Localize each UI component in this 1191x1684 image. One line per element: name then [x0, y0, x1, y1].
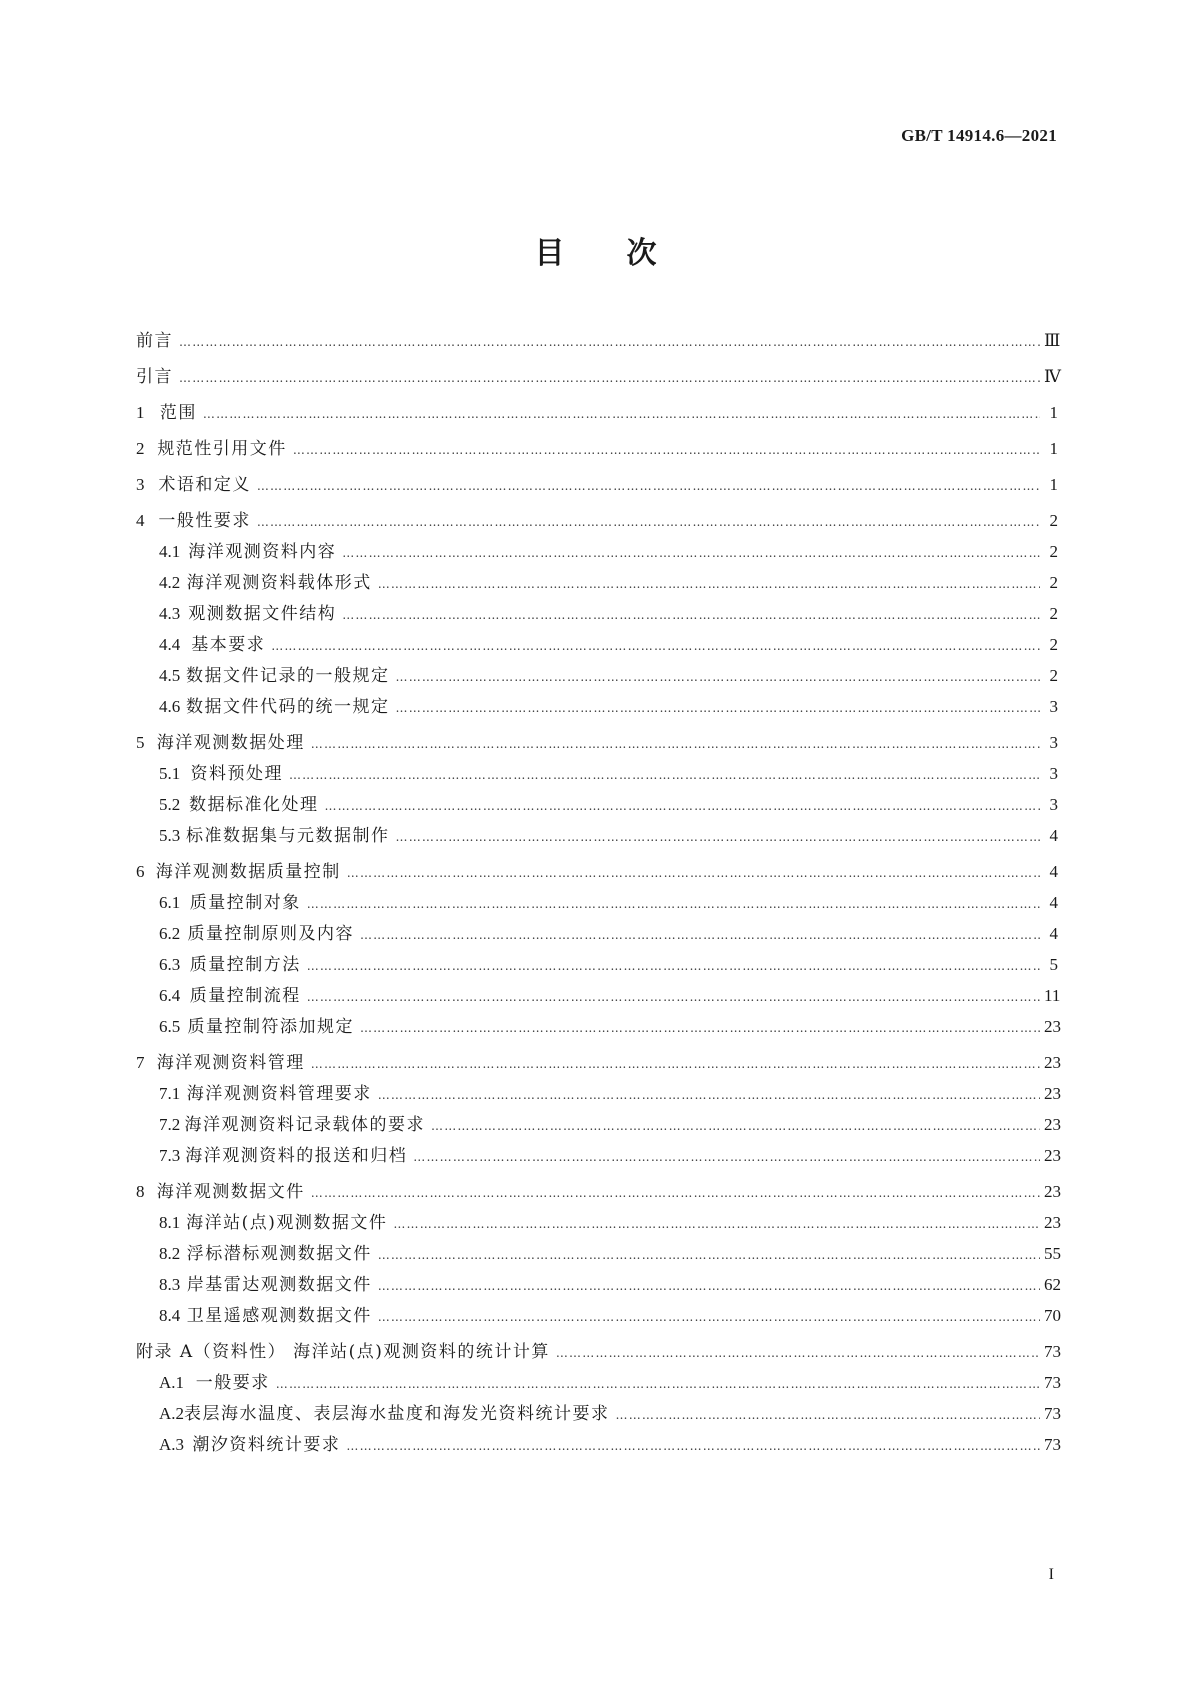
toc-entry-label: 浮标潜标观测数据文件 [186, 1244, 372, 1264]
toc-entry[interactable] [136, 666, 1058, 687]
toc-leader-dots [271, 636, 1040, 656]
toc-entry[interactable] [136, 542, 1058, 563]
toc-leader-dots [179, 332, 1040, 352]
toc-entry[interactable] [136, 439, 1058, 460]
toc-entry-number: 4 [136, 511, 145, 530]
standard-code: GB/T 14914.6—2021 [901, 126, 1057, 145]
toc-entry-label: 海洋观测资料内容 [188, 542, 337, 562]
toc-entry-label: 标准数据集与元数据制作 [186, 826, 390, 846]
toc-entry-page: 73 [1044, 1342, 1061, 1361]
toc-entry-page: 23 [1044, 1084, 1061, 1103]
toc-entry-page: 73 [1044, 1373, 1061, 1392]
toc-entry-number: 6.1 [159, 893, 181, 912]
toc-entry-number: 2 [136, 439, 145, 458]
toc-entry-page: 4 [1049, 924, 1058, 943]
toc-entry-page: 5 [1049, 955, 1058, 974]
toc-entry[interactable] [136, 1435, 1061, 1456]
toc-entry-label: 一般要求 [195, 1373, 270, 1393]
toc-entry-label: 数据文件记录的一般规定 [186, 666, 390, 686]
toc-entry-page: 1 [1049, 439, 1058, 458]
toc-entry[interactable] [136, 795, 1058, 816]
toc-entry-label: 表层海水温度、表层海水盐度和海发光资料统计要求 [184, 1404, 610, 1424]
toc-entry[interactable] [136, 331, 1061, 352]
toc-entry-page: 2 [1049, 604, 1058, 623]
toc-entry-page: 23 [1044, 1182, 1061, 1201]
toc-entry-label: 数据文件代码的统一规定 [186, 697, 390, 717]
toc-leader-dots [179, 368, 1040, 388]
toc-entry-number: 3 [136, 475, 145, 494]
toc-entry-label: 数据标准化处理 [188, 795, 319, 815]
toc-leader-dots [307, 956, 1040, 976]
toc-leader-dots [324, 796, 1040, 816]
toc-leader-dots [396, 698, 1041, 718]
toc-entry[interactable] [136, 1275, 1061, 1296]
toc-entry-number: 5.2 [159, 795, 181, 814]
toc-entry[interactable] [136, 1244, 1061, 1265]
toc-entry-number: 6.2 [159, 924, 181, 943]
toc-leader-dots [342, 605, 1040, 625]
toc-entry-label: 质量控制流程 [189, 986, 301, 1006]
toc-entry[interactable] [136, 764, 1058, 785]
toc-entry-number: 7.1 [159, 1084, 181, 1103]
toc-entry[interactable] [136, 826, 1058, 847]
toc-entry-number: 6.5 [159, 1017, 181, 1036]
toc-entry[interactable] [136, 893, 1058, 914]
toc-entry-page: 55 [1044, 1244, 1061, 1263]
toc-entry-number: 4.5 [159, 666, 181, 685]
toc-leader-dots [396, 827, 1041, 847]
toc-entry-label: 术语和定义 [158, 475, 251, 495]
toc-entry[interactable] [136, 1017, 1061, 1038]
toc-leader-dots [360, 925, 1040, 945]
toc-entry-number: 7.2 [159, 1115, 181, 1134]
toc-entry-page: 2 [1049, 542, 1058, 561]
toc-entry[interactable] [136, 733, 1058, 754]
toc-leader-dots [276, 1374, 1040, 1394]
toc-entry-label: 观测数据文件结构 [188, 604, 337, 624]
page-title: 目次 [534, 236, 719, 271]
toc-entry-label: 资料预处理 [190, 764, 283, 784]
toc-leader-dots [378, 1307, 1040, 1327]
toc-entry-page: 23 [1044, 1213, 1061, 1232]
toc-entry-label: 引言 [136, 367, 173, 387]
toc-entry[interactable] [136, 1342, 1061, 1363]
toc-entry-page: 4 [1049, 862, 1058, 881]
toc-entry[interactable] [136, 955, 1058, 976]
toc-leader-dots [289, 765, 1040, 785]
toc-leader-dots [378, 574, 1040, 594]
toc-entry[interactable] [136, 697, 1058, 718]
toc-entry[interactable] [136, 403, 1058, 424]
toc-entry-page: 3 [1049, 795, 1058, 814]
toc-leader-dots [431, 1116, 1040, 1136]
page-number: I [1048, 1566, 1054, 1583]
toc-entry-page: 2 [1049, 666, 1058, 685]
toc-entry-page: 2 [1049, 511, 1058, 530]
toc-entry[interactable] [136, 475, 1058, 496]
toc-entry[interactable] [136, 367, 1061, 388]
toc-leader-dots [311, 1183, 1040, 1203]
toc-entry[interactable] [136, 862, 1058, 883]
toc-entry[interactable] [136, 573, 1058, 594]
toc-entry-page: 73 [1044, 1435, 1061, 1454]
toc-entry[interactable] [136, 1373, 1061, 1394]
toc-entry-label: 海洋观测资料的报送和归档 [185, 1146, 408, 1166]
toc-entry-number: 7 [136, 1053, 145, 1072]
toc-entry-page: 2 [1049, 635, 1058, 654]
toc-entry-number: 8 [136, 1182, 145, 1201]
toc-leader-dots [342, 543, 1040, 563]
toc-entry[interactable] [136, 1404, 1061, 1425]
toc-entry-number: 8.3 [159, 1275, 181, 1294]
toc-entry-number: 7.3 [159, 1146, 181, 1165]
toc-entry-page: 11 [1044, 986, 1061, 1005]
toc-entry-page: Ⅲ [1044, 331, 1061, 350]
toc-leader-dots [311, 1054, 1040, 1074]
toc-leader-dots [378, 1085, 1040, 1105]
toc-entry-number: 6.3 [159, 955, 181, 974]
toc-entry-page: 4 [1049, 826, 1058, 845]
toc-entry-number: 1 [136, 403, 145, 422]
toc-leader-dots [378, 1245, 1040, 1265]
toc-entry-number: 4.6 [159, 697, 181, 716]
table-of-contents [136, 331, 1061, 1456]
toc-leader-dots [396, 667, 1041, 687]
toc-entry-number: 4.4 [159, 635, 181, 654]
toc-entry-page: Ⅳ [1044, 367, 1061, 386]
toc-entry-page: 1 [1049, 475, 1058, 494]
toc-leader-dots [360, 1018, 1040, 1038]
toc-entry-label: 规范性引用文件 [157, 439, 287, 459]
toc-entry[interactable] [136, 924, 1058, 945]
toc-entry-label: 质量控制原则及内容 [187, 924, 354, 944]
toc-leader-dots [413, 1147, 1040, 1167]
toc-entry-label: 质量控制符添加规定 [187, 1017, 354, 1037]
toc-leader-dots [293, 440, 1040, 460]
toc-leader-dots [307, 894, 1040, 914]
toc-entry-number: 4.1 [159, 542, 181, 561]
toc-entry-label: 质量控制方法 [189, 955, 301, 975]
toc-entry-number: A.1 [159, 1373, 185, 1392]
toc-entry-page: 2 [1049, 573, 1058, 592]
toc-entry-number: 5 [136, 733, 145, 752]
toc-entry-number: 8.1 [159, 1213, 181, 1232]
toc-entry[interactable] [136, 604, 1058, 625]
toc-entry[interactable] [136, 511, 1058, 532]
toc-entry-label: 卫星遥感观测数据文件 [186, 1306, 372, 1326]
toc-leader-dots [616, 1405, 1040, 1425]
toc-entry[interactable] [136, 1084, 1061, 1105]
toc-entry[interactable] [136, 1306, 1061, 1327]
toc-entry-number: 8.2 [159, 1244, 181, 1263]
toc-entry-page: 1 [1049, 403, 1058, 422]
toc-leader-dots [307, 987, 1040, 1007]
toc-entry-page: 23 [1044, 1017, 1061, 1036]
toc-entry-number: A.2 [159, 1404, 185, 1423]
toc-entry-label: 岸基雷达观测数据文件 [186, 1275, 372, 1295]
toc-entry-number: 4.2 [159, 573, 181, 592]
toc-entry-number: 5.1 [159, 764, 181, 783]
toc-entry-label: 海洋观测资料载体形式 [186, 573, 372, 593]
toc-leader-dots [378, 1276, 1040, 1296]
toc-entry-number: 4.3 [159, 604, 181, 623]
toc-leader-dots [257, 476, 1040, 496]
toc-entry-number: 6.4 [159, 986, 181, 1005]
toc-entry-page: 23 [1044, 1053, 1061, 1072]
toc-entry-label: 海洋观测资料管理 [156, 1053, 305, 1073]
toc-leader-dots [257, 512, 1040, 532]
toc-entry[interactable] [136, 1182, 1061, 1203]
toc-entry-label: 范围 [159, 403, 197, 423]
toc-entry-label: 海洋站(点)观测数据文件 [186, 1213, 388, 1233]
toc-entry-label: 前言 [136, 331, 173, 351]
toc-entry-page: 23 [1044, 1115, 1061, 1134]
toc-entry-page: 3 [1049, 733, 1058, 752]
toc-entry[interactable] [136, 1053, 1061, 1074]
toc-entry-label: 海洋观测数据处理 [156, 733, 305, 753]
toc-leader-dots [347, 863, 1040, 883]
toc-entry-label: 潮汐资料统计要求 [192, 1435, 341, 1455]
toc-entry[interactable] [136, 1213, 1061, 1234]
toc-entry-page: 70 [1044, 1306, 1061, 1325]
toc-entry-number: A.3 [159, 1435, 185, 1454]
toc-leader-dots [346, 1436, 1040, 1456]
toc-entry-number: 6 [136, 862, 145, 881]
toc-leader-dots [203, 404, 1040, 424]
toc-entry-label: 海洋观测数据质量控制 [155, 862, 341, 882]
toc-entry[interactable] [136, 1146, 1061, 1167]
toc-entry-label: 质量控制对象 [189, 893, 301, 913]
toc-entry-label: 一般性要求 [158, 511, 251, 531]
toc-entry-label: 海洋观测数据文件 [156, 1182, 305, 1202]
toc-entry-number: 5.3 [159, 826, 181, 845]
toc-entry-page: 73 [1044, 1404, 1061, 1423]
toc-entry-page: 4 [1049, 893, 1058, 912]
toc-entry-label: 海洋观测资料记录载体的要求 [184, 1115, 426, 1135]
toc-entry-label: 附录 A（资料性） 海洋站(点)观测资料的统计计算 [136, 1342, 550, 1362]
toc-entry-page: 3 [1049, 764, 1058, 783]
toc-entry-label: 基本要求 [191, 635, 266, 655]
toc-entry-page: 23 [1044, 1146, 1061, 1165]
toc-leader-dots [311, 734, 1040, 754]
toc-leader-dots [556, 1343, 1040, 1363]
toc-entry[interactable] [136, 1115, 1061, 1136]
toc-entry-number: 8.4 [159, 1306, 181, 1325]
toc-entry-page: 3 [1049, 697, 1058, 716]
toc-entry-label: 海洋观测资料管理要求 [186, 1084, 372, 1104]
toc-leader-dots [393, 1214, 1040, 1234]
toc-entry[interactable] [136, 986, 1061, 1007]
toc-entry-page: 62 [1044, 1275, 1061, 1294]
toc-entry[interactable] [136, 635, 1058, 656]
